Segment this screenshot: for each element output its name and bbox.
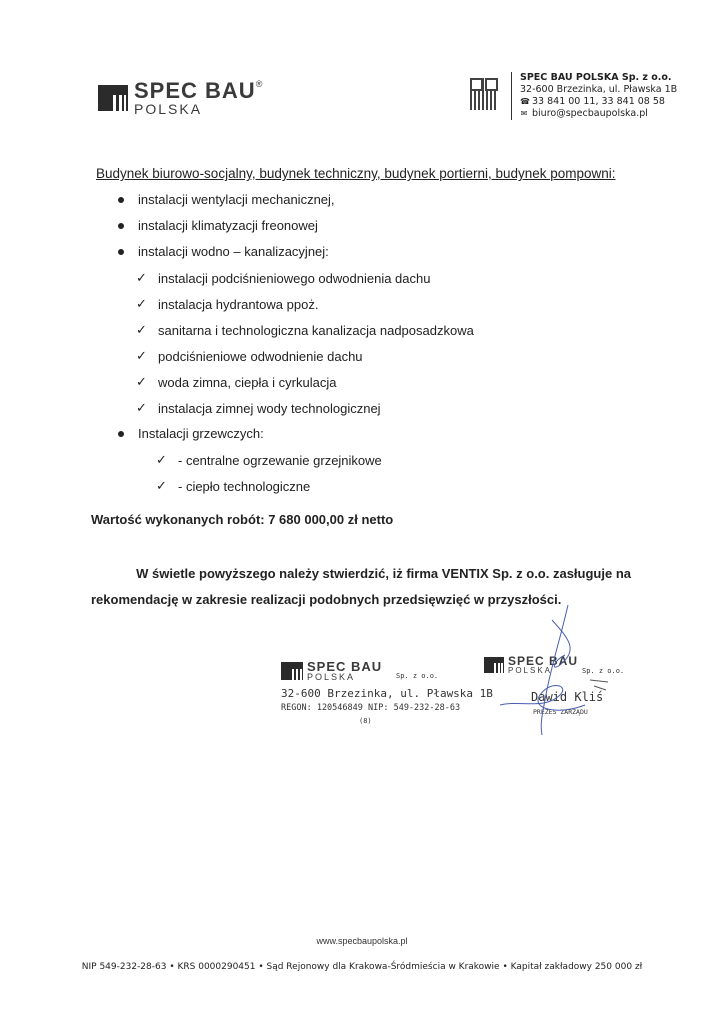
checkmark-icon: ✓ <box>156 452 167 467</box>
list-item <box>156 452 382 468</box>
bullet-icon <box>118 431 124 437</box>
signatory-suffix: Sp. z o.o. <box>582 667 625 675</box>
checkmark-icon: ✓ <box>136 270 147 285</box>
contact-address: 32-600 Brzezinka, ul. Pławska 1B <box>520 84 678 95</box>
stamp-mark: (8) <box>359 717 372 725</box>
checkmark-icon: ✓ <box>136 374 147 389</box>
list-item <box>136 400 381 416</box>
list-item-text: podciśnieniowe odwodnienie dachu <box>158 348 363 364</box>
list-item <box>118 192 335 207</box>
recommendation-line2: rekomendację w zakresie realizacji podobnych przedsięwzięć w przyszłości. <box>91 592 562 607</box>
signatory-logo-line1: SPEC BAU <box>508 654 579 668</box>
logo-line1: SPEC BAU <box>134 78 256 103</box>
contact-company: SPEC BAU POLSKA Sp. z o.o. <box>520 72 672 83</box>
contact-email: biuro@specbaupolska.pl <box>532 108 648 119</box>
logo-line2: POLSKA <box>134 101 203 117</box>
list-item <box>136 374 336 390</box>
list-item <box>136 296 318 312</box>
stamp-ids: REGON: 120546849 NIP: 549-232-28-63 <box>281 703 461 713</box>
signatory-role: PREZES ZARZĄDU <box>533 708 588 716</box>
footer-url: www.specbaupolska.pl <box>316 936 408 946</box>
list-item <box>136 348 363 364</box>
bullet-icon <box>118 197 124 203</box>
checkmark-icon: ✓ <box>136 296 147 311</box>
company-logo <box>98 80 263 116</box>
signatory-name: Dawid Kliś <box>531 690 604 704</box>
bullet-icon <box>118 223 124 229</box>
stamp-logo-line1: SPEC BAU <box>307 659 383 674</box>
list-item-text: woda zimna, ciepła i cyrkulacja <box>158 374 337 390</box>
intro-heading: Budynek biurowo-socjalny, budynek techniczny, budynek portierni, budynek pompowni: <box>96 166 616 181</box>
footer-info: NIP 549-232-28-63 • KRS 0000290451 • Sąd Rejonowy dla Krakowa-Śródmieścia w Krakowie • Kapitał zakładowy 250 000 zł <box>81 962 643 972</box>
list-item <box>118 244 329 259</box>
list-item-text: - ciepło technologiczne <box>178 478 311 494</box>
signature-graphic <box>490 600 610 740</box>
list-item-text: sanitarna i technologiczna kanalizacja nadposadzkowa <box>158 322 474 338</box>
list-item <box>136 322 474 338</box>
phone-icon: ☎ <box>520 97 530 106</box>
list-item-text: instalacji wodno – kanalizacyjnej: <box>138 244 329 259</box>
qr-code-icon <box>470 78 498 110</box>
contact-divider <box>511 72 512 120</box>
list-item <box>136 270 430 286</box>
list-item-text: - centralne ogrzewanie grzejnikowe <box>178 452 382 468</box>
recommendation-line1: W świetle powyższego należy stwierdzić, iż firma VENTIX Sp. z o.o. zasługuje na <box>136 566 631 581</box>
checkmark-icon: ✓ <box>136 400 147 415</box>
stamp-logo-line2: POLSKA <box>307 672 356 682</box>
signatory-logo-line2: POLSKA <box>508 666 553 675</box>
list-item-text: Instalacji grzewczych: <box>138 426 264 441</box>
list-item <box>156 478 310 494</box>
logo-mark-icon <box>98 85 128 111</box>
checkmark-icon: ✓ <box>156 478 167 493</box>
contact-phone: 33 841 00 11, 33 841 08 58 <box>532 96 665 107</box>
contact-block <box>520 72 677 120</box>
contract-value: Wartość wykonanych robót: 7 680 000,00 zł netto <box>91 512 394 527</box>
list-item <box>118 426 264 441</box>
logo-registered-mark: ® <box>255 79 264 89</box>
list-item <box>118 218 318 233</box>
checkmark-icon: ✓ <box>136 322 147 337</box>
checkmark-icon: ✓ <box>136 348 147 363</box>
list-item-text: instalacja hydrantowa ppoż. <box>158 296 319 312</box>
stamp-address: 32-600 Brzezinka, ul. Pławska 1B <box>281 687 493 700</box>
list-item-text: instalacji klimatyzacji freonowej <box>138 218 318 233</box>
list-item-text: instalacji wentylacji mechanicznej, <box>138 192 335 207</box>
envelope-icon: ✉ <box>520 109 528 118</box>
bullet-icon <box>118 249 124 255</box>
logo-mark-icon <box>281 662 303 680</box>
list-item-text: instalacja zimnej wody technologicznej <box>158 400 381 416</box>
stamp-suffix: Sp. z o.o. <box>396 672 439 680</box>
company-stamp-logo <box>281 660 382 682</box>
list-item-text: instalacji podciśnieniowego odwodnienia dachu <box>158 270 431 286</box>
